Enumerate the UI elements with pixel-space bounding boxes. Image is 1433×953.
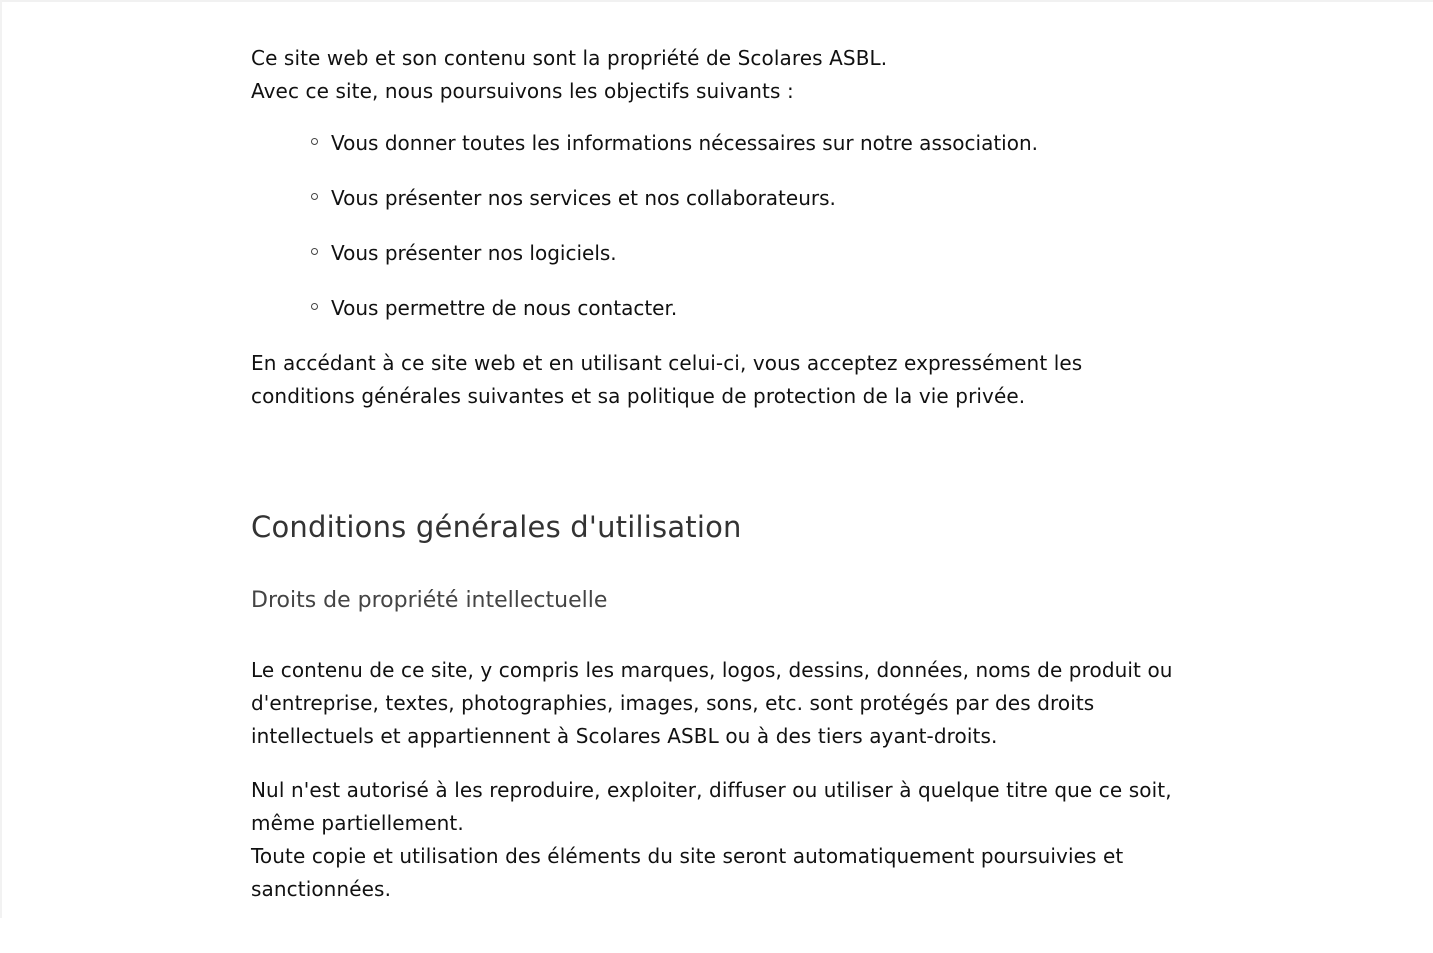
ip-paragraph: Le contenu de ce site, y compris les marques, logos, dessins, données, noms de produit ou d'entreprise, textes, photographies, images, sons, etc. sont protégés par des droits intellectuels et appartiennent à Scolares ASBL ou à des tiers ayant-droits. (251, 658, 1173, 748)
left-divider (0, 0, 2, 918)
intro-paragraph (251, 42, 1191, 108)
ip-heading: Droits de propriété intellectuelle (251, 588, 608, 613)
objective-item (251, 127, 1191, 160)
objective-item (251, 237, 1191, 270)
bottom-blank-area (0, 918, 1433, 953)
objectives-list (251, 127, 1191, 325)
circle-bullet-icon (311, 138, 318, 145)
terms-title: Conditions générales d'utilisation (251, 510, 742, 544)
intro-ownership-text: Ce site web et son contenu sont la propriété de Scolares ASBL. (251, 46, 888, 70)
objective-text: Vous présenter nos services et nos collaborateurs. (331, 186, 836, 210)
circle-bullet-icon (311, 303, 318, 310)
objective-item (251, 182, 1191, 215)
acceptance-paragraph: En accédant à ce site web et en utilisant celui-ci, vous acceptez expressément les conditions générales suivantes et sa politique de protection de la vie privée. (251, 351, 1083, 408)
intro-objectives-text: Avec ce site, nous poursuivons les objectifs suivants : (251, 79, 794, 103)
objective-text: Vous permettre de nous contacter. (331, 296, 678, 320)
circle-bullet-icon (311, 248, 318, 255)
top-divider (0, 0, 1433, 2)
objective-text: Vous donner toutes les informations nécessaires sur notre association. (331, 131, 1038, 155)
usage-restriction-text: Nul n'est autorisé à les reproduire, exploiter, diffuser ou utiliser à quelque titre que ce soit, même partiellement. (251, 778, 1172, 835)
usage-restriction-paragraph (251, 774, 1191, 906)
sanction-text: Toute copie et utilisation des éléments du site seront automatiquement poursuivies et sanctionnées. (251, 844, 1124, 901)
objective-item (251, 292, 1191, 325)
objective-text: Vous présenter nos logiciels. (331, 241, 617, 265)
legal-content (251, 42, 1191, 906)
circle-bullet-icon (311, 193, 318, 200)
